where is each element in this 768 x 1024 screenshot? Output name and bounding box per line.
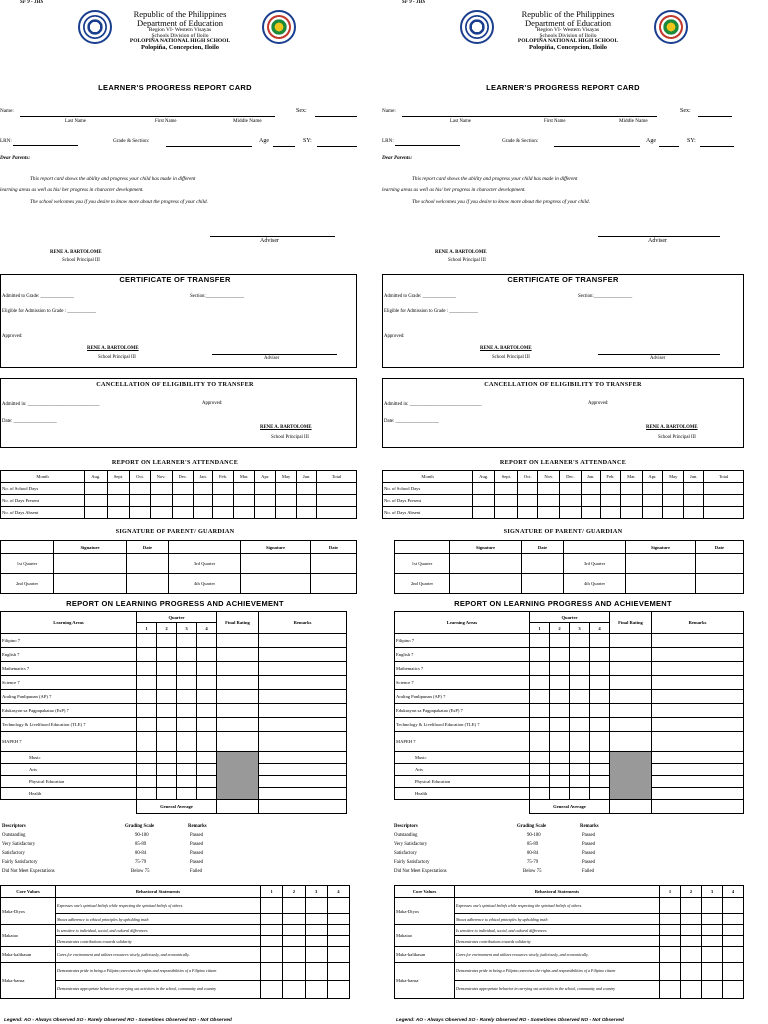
principal-title: School Principal III xyxy=(62,258,100,263)
transfer-section: Section:________________ xyxy=(578,294,633,299)
cancellation-approved: Approved: xyxy=(588,401,609,406)
signature-table: Signature Date Signature Date 1st Quarter 3rd Quarter 2nd Quarter 4th Quarter xyxy=(394,540,744,594)
learning-table: Learning Areas Quarter Final Rating Remarks 1 2 3 4 Filipino 7 English 7 Mathematics 7 Science 7 Araling Panlipunan (AP) 7 Edukasyon sa Pagpapakatao (EsP) 7 Technology & Livelihood Education (TLE) 7 MAPEH 7 Music Arts Physical Education Health General Average xyxy=(0,611,347,814)
transfer-principal-title: School Principal III xyxy=(492,355,530,360)
cancellation-admitted: Admitted in: ______________________________ xyxy=(2,402,100,407)
principal-title: School Principal III xyxy=(448,258,486,263)
table-row: Araling Panlipunan (AP) 7 xyxy=(1,690,137,704)
report-title: LEARNER'S PROGRESS REPORT CARD xyxy=(98,83,252,92)
sy-line[interactable] xyxy=(700,146,734,147)
table-row: MAPEH 7 xyxy=(1,732,137,752)
sy-label: SY: xyxy=(687,138,696,144)
table-row: Technology & Livelihood Education (TLE) 7 xyxy=(1,718,137,732)
legend: Legend: AO - Always Observed SO - Rarely Observed RO - Sometimes Observed NO - Not Observed xyxy=(4,1018,232,1023)
attendance-title: REPORT ON LEARNER'S ATTENDANCE xyxy=(111,459,239,466)
cancellation-title: CANCELLATION OF ELIGIBILITY TO TRANSFER xyxy=(96,381,254,388)
first-name-caption: First Name xyxy=(155,119,177,124)
middle-name-caption: Middle Name xyxy=(233,118,262,124)
attendance-table: Month Aug. Sept. Oct. Nov. Dec. Jan. Feb. Mar. Apr. May Jun. Total No. of School Days No. of Days Present No. of Days Absent xyxy=(382,470,744,519)
table-row: English 7 xyxy=(1,648,137,662)
legend: Legend: AO - Always Observed SO - Rarely Observed RO - Sometimes Observed NO - Not Observed xyxy=(396,1018,624,1023)
learning-table: Learning Areas Quarter Final Rating Remarks 1 2 3 4 Filipino 7 English 7 Mathematics 7 Science 7 Araling Panlipunan (AP) 7 Edukasyon sa Pagpapakatao (EsP) 7 Technology & Livelihood Education (TLE) 7 MAPEH 7 Music Arts Physical Education Health General Average xyxy=(394,611,744,814)
attendance-title: REPORT ON LEARNER'S ATTENDANCE xyxy=(499,459,627,466)
table-row: Technology & Livelihood Education (TLE) 7 xyxy=(395,718,530,732)
table-row: Science 7 xyxy=(1,676,137,690)
grading-header-descriptors: Descriptors xyxy=(2,824,26,829)
transfer-section: Section:________________ xyxy=(190,294,245,299)
transfer-eligible: Eligible for Admission to Grade : ____________ xyxy=(384,309,479,314)
letter-p1b: learning areas as well as his/ her progress in character development. xyxy=(382,187,526,193)
table-row: No. of Days Present xyxy=(1,495,85,507)
adviser-label: Adviser xyxy=(260,238,279,244)
adviser-signature-line[interactable] xyxy=(598,236,720,237)
cancellation-principal-name: RENE A. BARTOLOME xyxy=(646,425,698,430)
table-row: English 7 xyxy=(395,648,530,662)
sy-label: SY: xyxy=(303,138,312,144)
transfer-principal-title: School Principal III xyxy=(98,355,136,360)
transfer-admitted: Admitted to Grade: ______________ xyxy=(384,294,457,299)
transfer-principal-name: RENE A. BARTOLOME xyxy=(87,346,139,351)
adviser-label: Adviser xyxy=(648,238,667,244)
table-row: Edukasyon sa Pagpapakatao (EsP) 7 xyxy=(395,704,530,718)
table-row: No. of School Days xyxy=(1,483,85,495)
transfer-adviser-line[interactable] xyxy=(598,354,720,355)
signature-table: Signature Date Signature Date 1st Quarter 3rd Quarter 2nd Quarter 4th Quarter xyxy=(0,540,357,594)
transfer-approved: Approved: xyxy=(384,334,405,339)
age-label: Age xyxy=(646,138,656,144)
cancellation-principal-title: School Principal III xyxy=(271,435,309,440)
principal-name: RENE A. BARTOLOME xyxy=(50,250,102,255)
transfer-admitted: Admitted to Grade: ______________ xyxy=(2,294,75,299)
table-row: Mathematics 7 xyxy=(395,662,530,676)
learning-title: REPORT ON LEARNING PROGRESS AND ACHIEVEMENT xyxy=(66,599,284,608)
letter-p1a: This report card shows the ability and progress your child has made in different xyxy=(30,176,196,182)
transfer-adviser-line[interactable] xyxy=(212,354,337,355)
school-header: Republic of the Philippines Department of Education Region VI- Western Visayas Schools Division of Iloilo POLOPIÑA NATIONAL HIGH SCHOOL Polopiña, Concepcion, Iloilo xyxy=(517,9,619,52)
letter-p2: The school welcomes you if you desire to know more about the progress of your child. xyxy=(412,199,590,205)
sex-line[interactable] xyxy=(315,116,357,117)
table-row: MAPEH 7 xyxy=(395,732,530,752)
values-table: Core Values Behavioral Statements 1 2 3 4 Maka-Diyos Expresses one's spiritual beliefs while respecting the spiritual beliefs of others. Shows adherence to ethical principles by upholding truth Makatao Is sensitive to individual, social, and cultural differences Demonstrates contributions towards solidarity Maka-kalikasan Cares for environment and utilizes resources wisely, judiciously, and economically. Maka-bansa Demonstrates pride in being a Filipino;exercises the rights and responsibilities of a Filipino citizen Demonstrates appropriate behavior in carrying out activities in the school, community and country xyxy=(394,885,744,999)
grade-section-line[interactable] xyxy=(166,146,252,147)
transfer-adviser-label: Adviser xyxy=(264,356,280,361)
adviser-signature-line[interactable] xyxy=(210,236,335,237)
table-row: No. of Days Present xyxy=(383,495,473,507)
lrn-label: LRN: xyxy=(382,138,394,144)
transfer-adviser-label: Adviser xyxy=(650,356,666,361)
transfer-title: CERTIFICATE OF TRANSFER xyxy=(119,275,231,284)
cancellation-admitted: Admitted in: ______________________________ xyxy=(384,402,482,407)
last-name-caption: Last Name xyxy=(450,119,471,124)
table-row: No. of Days Absent xyxy=(1,507,85,519)
age-label: Age xyxy=(259,138,269,144)
signature-title: SIGNATURE OF PARENT/ GUARDIAN xyxy=(503,528,623,535)
salutation: Dear Parents: xyxy=(382,155,413,161)
table-row: Filipino 7 xyxy=(1,634,137,648)
attendance-table: Month Aug. Sept. Oct. Nov. Dec. Jan. Feb. Mar. Apr. May Jun. Total No. of School Days No. of Days Present No. of Days Absent xyxy=(0,470,357,519)
lrn-label: LRN: xyxy=(0,138,12,144)
grading-header-remarks: Remarks xyxy=(580,824,599,829)
lrn-line[interactable] xyxy=(395,145,460,146)
sf-label: SF 9 - JHS xyxy=(402,0,426,5)
values-table: Core Values Behavioral Statements 1 2 3 4 Maka-Diyos Expresses one's spiritual beliefs while respecting the spiritual beliefs of others. Shows adherence to ethical principles by upholding truth Makatao Is sensitive to individual, social, and cultural differences Demonstrates contributions towards solidarity Maka-kalikasan Cares for environment and utilizes resources wisely, judiciously, and economically. Maka-bansa Demonstrates pride in being a Filipino;exercises the rights and responsibilities of a Filipino citizen Demonstrates appropriate behavior in carrying out activities in the school, community and country xyxy=(0,885,350,999)
middle-name-caption: Middle Name xyxy=(619,118,648,124)
name-line[interactable] xyxy=(20,116,275,117)
sex-line[interactable] xyxy=(698,116,732,117)
table-row: Edukasyon sa Pagpapakatao (EsP) 7 xyxy=(1,704,137,718)
grading-header-descriptors: Descriptors xyxy=(394,824,418,829)
name-label: Name: xyxy=(0,108,14,114)
report-card-copy-right: SF 9 - JHS Republic of the Philippines Department of Education Region VI- Western Visayas Schools Division of Iloilo POLOPIÑA NATIONAL HIGH SCHOOL Polopiña, Concepcion, Iloilo LEARNER'S PROGRESS REPORT CARD Name: Sex: Last Name First Name Middle Name LRN: Grade & Section: Age SY: Dear Parents: This report card shows the ability and progress your child has made in different learning areas as well as his/ her progress in character development. The school welcomes you if you desire to know more about the progress of your child. Adviser RENE A. BARTOLOME School Principal III CERTIFICATE OF TRANSFER Admitted to Grade: ______________ Section:________________ Eligible for Admission to Grade : ____________ Approved: RENE A. BARTOLOME School Principal III Adviser CANCELLATION OF ELIGIBILITY TO TRANSFER Admitted in: ______________________________ Approved: Date: __________________ RENE A. BARTOLOME School Principal III REPORT ON LEARNER'S ATTENDANCE Month Aug. Sept. Oct. Nov. Dec. Jan. Feb. Mar. Apr. May Jun. Total No. of School Days No. of Days Present No. of Days Absent SIGNATURE OF PARENT/ GUARDIAN Signature Date Signature Date 1st Quarter 3rd Quarter 2nd Quarter 4th Quarter REPORT ON LEARNING PROGRESS AND ACHIEVEMENT Learning Areas Quarter Final Rating Remarks 1 2 3 4 Filipino 7 English 7 Mathematics 7 Science 7 Araling Panlipunan (AP) 7 Edukasyon sa Pagpapakatao (EsP) 7 Technology & Livelihood Education (TLE) 7 MAPEH 7 Music Arts Physical Education Health General Average Descriptors Grading Scale Remarks Outstanding 90-100 Passed Very Satisfactory 85-89 Passed Satisfactory 80-84 Passed Fairly Satisfactory 75-79 Passed Did Not Meet Expectations Below 75 Failed Core Values Behavioral Statements 1 2 3 4 Maka-Diyos Expresses one's spiritual beliefs while respecting the spiritual beliefs of others. Shows adherence to ethical principles by upholding truth Makatao Is sensitive to individual, social, and cultural differences Demonstrates contributions towards solidarity Maka-kalikasan Cares for environment and utilizes resources wisely, judiciously, and economically. Maka-bansa Demonstrates pride in being a Filipino;exercises the rights and responsibilities of a Filipino citizen Demonstrates appropriate behavior in carrying out activities in the school, community and country Legend: AO - Always Observed SO - Rarely Observed RO - Sometimes Observed NO - Not Observed xyxy=(382,0,766,1024)
report-title: LEARNER'S PROGRESS REPORT CARD xyxy=(486,83,640,92)
learning-title: REPORT ON LEARNING PROGRESS AND ACHIEVEMENT xyxy=(454,599,672,608)
school-header: Republic of the Philippines Department of Education Region VI- Western Visayas Schools Division of Iloilo POLOPIÑA NATIONAL HIGH SCHOOL Polopiña, Concepcion, Iloilo xyxy=(129,9,231,52)
grading-header-scale: Grading Scale xyxy=(517,824,547,829)
lrn-line[interactable] xyxy=(13,145,78,146)
grading-header-scale: Grading Scale xyxy=(125,824,155,829)
cancellation-principal-name: RENE A. BARTOLOME xyxy=(260,425,312,430)
cancellation-date: Date: __________________ xyxy=(2,419,57,424)
name-label: Name: xyxy=(382,108,396,114)
principal-name: RENE A. BARTOLOME xyxy=(435,250,487,255)
first-name-caption: First Name xyxy=(544,119,566,124)
name-line[interactable] xyxy=(402,116,657,117)
last-name-caption: Last Name xyxy=(65,119,86,124)
sf-label: SF 9 - JHS xyxy=(20,0,44,5)
grade-section-label: Grade & Section: xyxy=(113,138,150,144)
grade-section-line[interactable] xyxy=(554,146,640,147)
table-row: No. of School Days xyxy=(383,483,473,495)
cancellation-date: Date: __________________ xyxy=(384,419,439,424)
age-line[interactable] xyxy=(273,146,295,147)
table-row: Science 7 xyxy=(395,676,530,690)
cancellation-approved: Approved: xyxy=(202,401,223,406)
transfer-title: CERTIFICATE OF TRANSFER xyxy=(507,275,619,284)
letter-p1b: learning areas as well as his/ her progress in character development. xyxy=(0,187,144,193)
grade-section-label: Grade & Section: xyxy=(502,138,539,144)
transfer-principal-name: RENE A. BARTOLOME xyxy=(480,346,532,351)
age-line[interactable] xyxy=(659,146,679,147)
letter-p2: The school welcomes you if you desire to know more about the progress of your child. xyxy=(30,199,208,205)
table-row: Araling Panlipunan (AP) 7 xyxy=(395,690,530,704)
salutation: Dear Parents: xyxy=(0,155,31,161)
table-row: No. of Days Absent xyxy=(383,507,473,519)
sex-label: Sex: xyxy=(296,108,307,114)
transfer-eligible: Eligible for Admission to Grade : ____________ xyxy=(2,309,97,314)
letter-p1a: This report card shows the ability and progress your child has made in different xyxy=(412,176,578,182)
sex-label: Sex: xyxy=(680,108,691,114)
transfer-approved: Approved: xyxy=(2,334,23,339)
sy-line[interactable] xyxy=(317,146,357,147)
table-row: Filipino 7 xyxy=(395,634,530,648)
cancellation-title: CANCELLATION OF ELIGIBILITY TO TRANSFER xyxy=(484,381,642,388)
table-row: Mathematics 7 xyxy=(1,662,137,676)
grading-header-remarks: Remarks xyxy=(188,824,207,829)
report-card-copy-left: SF 9 - JHS Republic of the Philippines Department of Education Region VI- Western Visayas Schools Division of Iloilo POLOPIÑA NATIONAL HIGH SCHOOL Polopiña, Concepcion, Iloilo LEARNER'S PROGRESS REPORT CARD Name: Sex: Last Name First Name Middle Name LRN: Grade & Section: Age SY: Dear Parents: This report card shows the ability and progress your child has made in different learning areas as well as his/ her progress in character development. The school welcomes you if you desire to know more about the progress of your child. Adviser RENE A. BARTOLOME School Principal III CERTIFICATE OF TRANSFER Admitted to Grade: ______________ Section:________________ Eligible for Admission to Grade : ____________ Approved: RENE A. BARTOLOME School Principal III Adviser CANCELLATION OF ELIGIBILITY TO TRANSFER Admitted in: ______________________________ Approved: Date: __________________ RENE A. BARTOLOME School Principal III REPORT ON LEARNER'S ATTENDANCE Month Aug. Sept. Oct. Nov. Dec. Jan. Feb. Mar. Apr. May Jun. Total No. of School Days No. of Days Present No. of Days Absent SIGNATURE OF PARENT/ GUARDIAN Signature Date Signature Date 1st Quarter 3rd Quarter 2nd Quarter 4th Quarter REPORT ON LEARNING PROGRESS AND ACHIEVEMENT Learning Areas Quarter Final Rating Remarks 1 2 3 4 Filipino 7 English 7 Mathematics 7 Science 7 Araling Panlipunan (AP) 7 Edukasyon sa Pagpapakatao (EsP) 7 Technology & Livelihood Education (TLE) 7 MAPEH 7 Music Arts Physical Education Health General Average Descriptors Grading Scale Remarks Outstanding 90-100 Passed Very Satisfactory 85-89 Passed Satisfactory 80-84 Passed Fairly Satisfactory 75-79 Passed Did Not Meet Expectations Below 75 Failed Core Values Behavioral Statements 1 2 3 4 Maka-Diyos Expresses one's spiritual beliefs while respecting the spiritual beliefs of others. Shows adherence to ethical principles by upholding truth Makatao Is sensitive to individual, social, and cultural differences Demonstrates contributions towards solidarity Maka-kalikasan Cares for environment and utilizes resources wisely, judiciously, and economically. Maka-bansa Demonstrates pride in being a Filipino;exercises the rights and responsibilities of a Filipino citizen Demonstrates appropriate behavior in carrying out activities in the school, community and country Legend: AO - Always Observed SO - Rarely Observed RO - Sometimes Observed NO - Not Observed xyxy=(0,0,384,1024)
signature-title: SIGNATURE OF PARENT/ GUARDIAN xyxy=(115,528,235,535)
cancellation-principal-title: School Principal III xyxy=(658,435,696,440)
